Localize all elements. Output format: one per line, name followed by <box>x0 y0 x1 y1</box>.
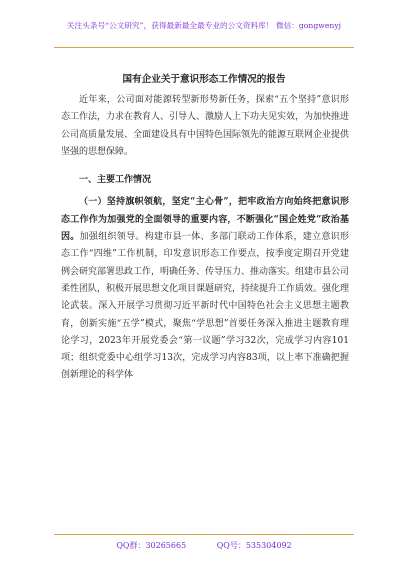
footer <box>0 540 408 551</box>
section-heading: 一、主要工作情况 <box>79 175 152 186</box>
header-divider <box>54 47 354 48</box>
subsection-paragraph <box>61 194 349 384</box>
document-body <box>61 92 349 385</box>
footer-qq-group: QQ群：30265665 <box>116 541 187 550</box>
subsection-heading: （一）坚持旗帜领航，坚定“主心骨”，把牢政治方向始终把意识形态工作作为加强党的全面领导的重要内容，不断强化“国企姓党”政治基因。 <box>61 197 349 243</box>
header-banner: 关注头条号“公文研究”，获得最新最全最专业的公文资料库！ 微信：gongwenyj <box>66 21 342 30</box>
footer-divider <box>54 534 354 535</box>
footer-qq-number: QQ号：535304092 <box>216 541 292 550</box>
subsection-body: 加强组织领导。构建市县一体、多部门联动工作体系，建立意识形态工作“四维”工作机制，印发意识形态工作要点，按季度定期召开党建例会研究部署思政工作，明确任务、传导压力、推动落实。组建市县公司柔性团队，积极开展思想文化项目课题研究，持续提升工作质效。强化理论武装。深入开展学习贯彻习近平新时代中国特色社会主义思想主题教育，创新实施“五学”模式，聚焦“学思想”首要任务深入推进主题教育理论学习，2023年开展党委会“第一议题”学习32次，完成学习内容101项；组织党委中心组学习13次，完成学习内容83项，以上率下准确把握创新理论的科学体 <box>61 232 350 381</box>
intro-paragraph: 近年来，公司面对能源转型新形势新任务，探索“五个坚持”意识形态工作法，力求在教育人、引导人、激励人上下功夫见实效，为加快推进公司高质量发展、全面建设具有中国特色国际领先的能源互联网企业提供坚强的思想保障。 <box>61 95 350 157</box>
document-title: 国有企业关于意识形态工作情况的报告 <box>122 74 286 85</box>
